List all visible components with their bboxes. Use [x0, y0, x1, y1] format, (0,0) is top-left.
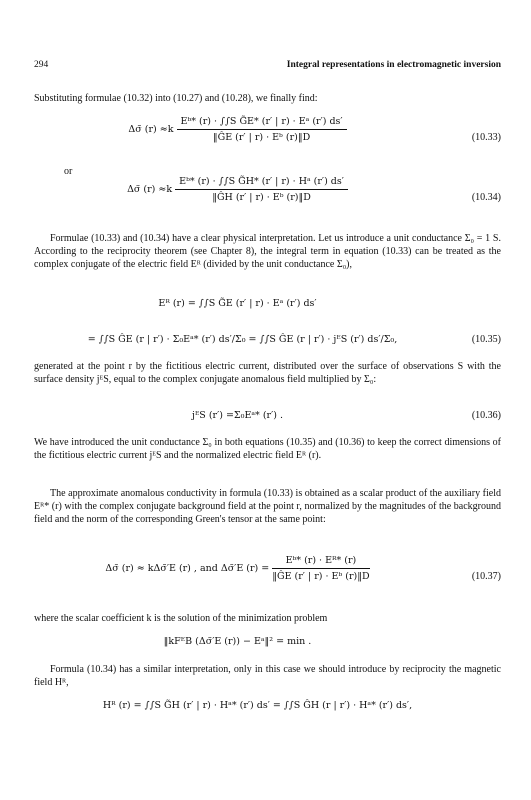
equation-lhs: Δσ̃ (r) ≈k — [127, 184, 173, 195]
equation-body: jᴱS (r′) =Σ₀Eᵃ* (r′) . — [192, 410, 283, 421]
equation-body: Eᴿ (r) = ∫∫S G̃E (r′ | r) · Eᵃ (r′) ds′ — [158, 298, 317, 309]
equation-10-33 — [34, 116, 501, 164]
equation-fraction — [272, 555, 369, 582]
page-header — [34, 60, 501, 74]
equation-10-35 — [34, 334, 501, 354]
intro-paragraph: Substituting formulae (10.32) into (10.27) and (10.28), we finally find: — [34, 93, 318, 104]
where-paragraph: where the scalar coefficient k is the solution of the minimization problem — [34, 613, 328, 624]
equation-number: (10.37) — [471, 571, 501, 582]
connector-word-or: or — [64, 166, 73, 177]
generated-paragraph: generated at the point r by the fictitious electric current, distributed over the surface of observations S with the surface density jᴱS, equal to the complex conjugate anomalous field multiplied by Σ₀: — [34, 361, 501, 386]
equation-10-36 — [34, 410, 501, 430]
equation-lhs: Δσ̃ (r) ≈ kΔσ̃′E (r) , and Δσ̃′E (r) = — [105, 563, 270, 574]
equation-body: ‖kFᴱB (Δσ̃′E (r)) − Eᵃ‖² = min . — [163, 636, 312, 647]
we-have-paragraph: We have introduced the unit conductance Σ₀ in both equations (10.35) and (10.36) to keep the correct dimensions of the fictitious electric current jᴱS and the normalized electric field Eᴿ (r). — [34, 437, 501, 462]
equation-hr — [34, 700, 501, 720]
equation-numerator: Eᵇ* (r) · ∫∫S G̃H* (r′ | r) · Hᵃ (r′) ds′ — [175, 176, 348, 190]
equation-number: (10.35) — [471, 334, 501, 345]
equation-numerator: Eᵇ* (r) · Eᴿ* (r) — [272, 555, 369, 569]
equation-minimization — [34, 636, 501, 656]
running-title: Integral representations in electromagnetic inversion — [286, 60, 501, 70]
equation-10-37 — [34, 555, 501, 603]
equation-10-34 — [34, 176, 501, 224]
equation-number: (10.33) — [471, 132, 501, 143]
equation-er — [34, 298, 501, 318]
equation-body: = ∫∫S ĜE (r | r′) · Σ₀Eᵃ* (r′) ds′/Σ₀ = ∫∫S ĜE (r | r′) · jᴱS (r′) ds′/Σ₀, — [87, 334, 398, 345]
formula-10-34-paragraph: Formula (10.34) has a similar interpretation, only in this case we should introduce by reciprocity the magnetic field Hᴿ, — [34, 664, 501, 689]
equation-number: (10.36) — [471, 410, 501, 421]
equation-fraction — [177, 116, 347, 143]
equation-denominator: ‖ĜE (r′ | r) · Eᵇ (r)‖D — [272, 571, 370, 582]
equation-lhs: Δσ̃ (r) ≈k — [128, 124, 174, 135]
formulae-paragraph: Formulae (10.33) and (10.34) have a clear physical interpretation. Let us introduce a unit conductance Σ₀ = 1 S. According to the reciprocity theorem (see Chapter 8), the integral term in equation (10.33) can be treated as the complex conjugate of the electric field Eᴿ (divided by the unit conductance Σ₀), — [34, 233, 501, 271]
page-number: 294 — [34, 60, 49, 70]
equation-fraction — [175, 176, 348, 203]
equation-denominator: ‖ĜE (r′ | r) · Eᵇ (r)‖D — [212, 132, 311, 143]
equation-body: Hᴿ (r) = ∫∫S G̃H (r′ | r) · Hᵃ* (r′) ds′ = ∫∫S ĜH (r | r′) · Hᵃ* (r′) ds′, — [102, 700, 413, 711]
equation-denominator: ‖ĜH (r′ | r) · Eᵇ (r)‖D — [212, 192, 311, 203]
approx-paragraph: The approximate anomalous conductivity in formula (10.33) is obtained as a scalar product of the auxiliary field Eᴿ* (r) with the complex conjugate background field at the point r, normalized by the magnitudes of the background field and the norm of the corresponding Green's tensor at the same point: — [34, 488, 501, 526]
equation-number: (10.34) — [471, 192, 501, 203]
equation-numerator: Eᵇ* (r) · ∫∫S G̃E* (r′ | r) · Eᵃ (r′) ds′ — [177, 116, 347, 130]
